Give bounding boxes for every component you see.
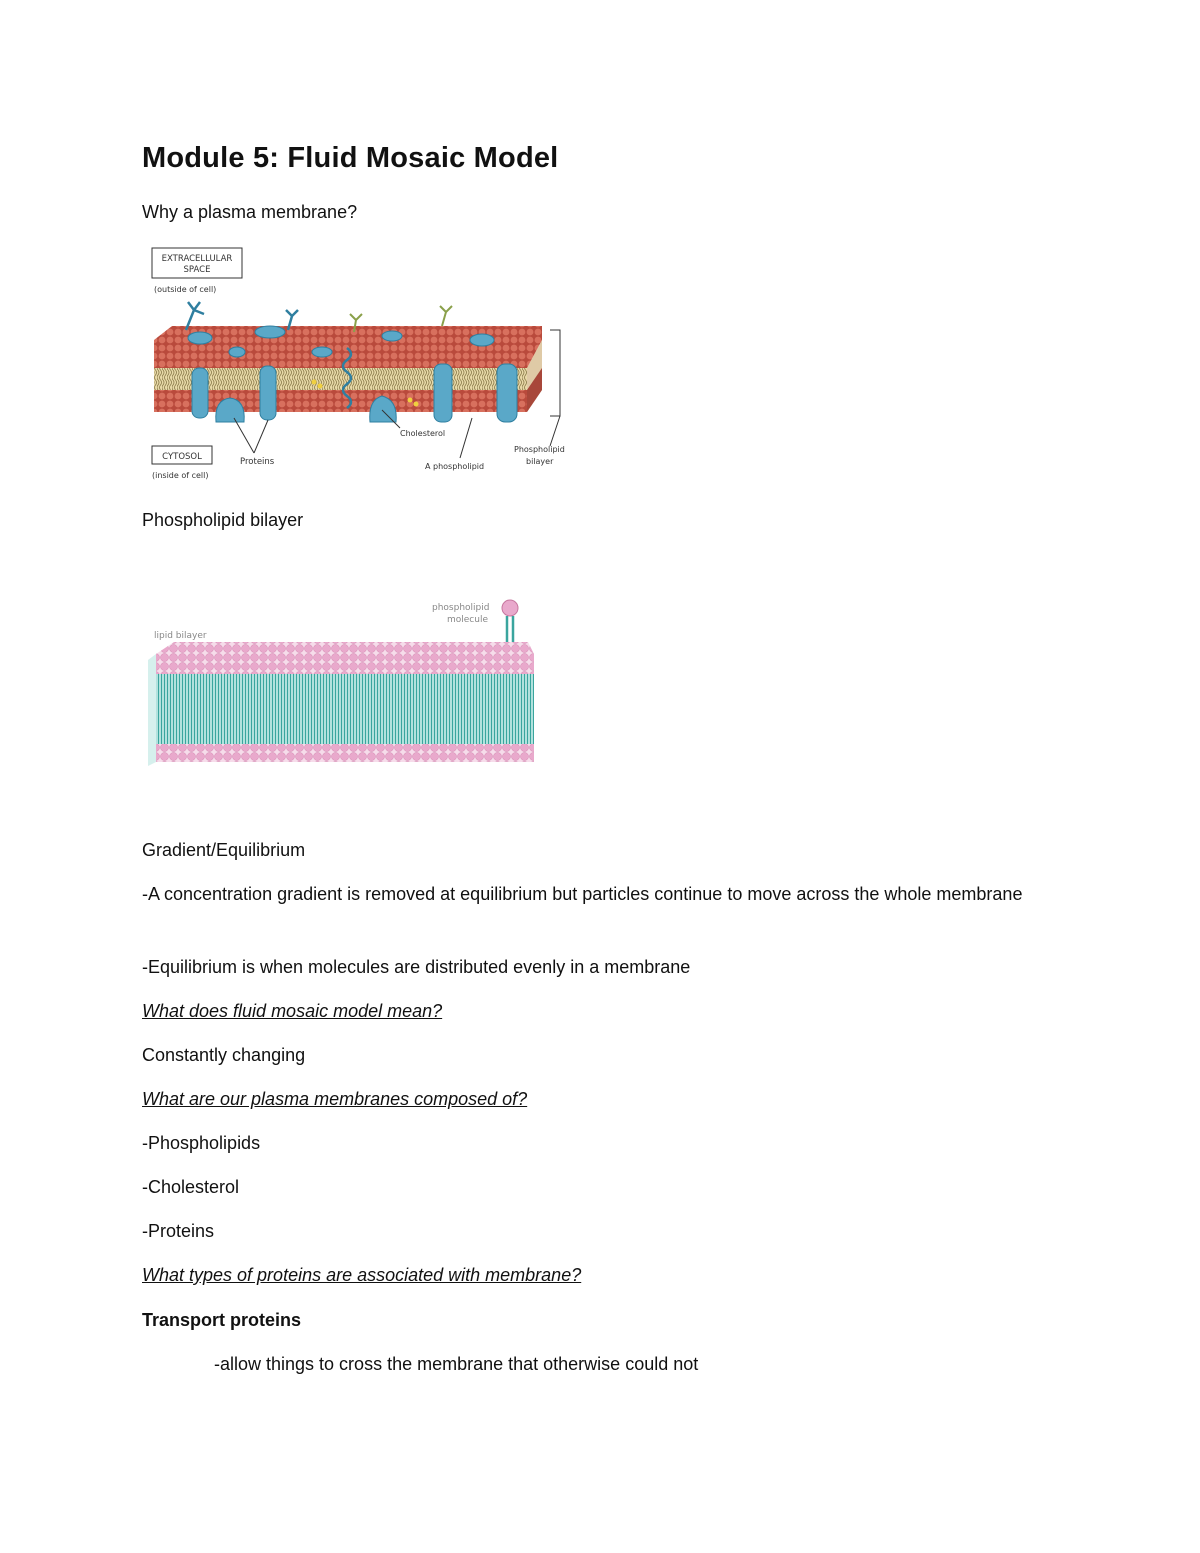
paragraph-gradient: -A concentration gradient is removed at equilibrium but particles continue to move across the whole membrane (142, 884, 1023, 904)
cholesterol-label: Cholesterol (400, 429, 446, 438)
phospholipid-molecule-label-line1: phospholipid (432, 603, 490, 613)
list-item-proteins: -Proteins (142, 1221, 215, 1241)
membrane-bottom-layer (154, 390, 527, 412)
membrane-top-surface (154, 326, 542, 368)
bilayer-top-heads (156, 642, 534, 674)
phospholipid-molecule-label-line2: molecule (447, 615, 489, 625)
bilayer-label-line1: Phospholipid (514, 445, 565, 454)
bilayer-label-line2: bilayer (526, 457, 554, 466)
proteins-label: Proteins (240, 457, 275, 467)
fluid-mosaic-diagram (142, 240, 582, 490)
lipid-bilayer-diagram (142, 590, 542, 785)
extracellular-sub-label: (outside of cell) (154, 285, 217, 294)
section-heading-gradient: Gradient/Equilibrium (142, 840, 306, 860)
transport-proteins-description: -allow things to cross the membrane that otherwise could not (214, 1354, 699, 1374)
answer-constantly-changing: Constantly changing (142, 1045, 306, 1065)
phospholipid-molecule-icon (502, 600, 518, 646)
section-heading-plasma-membrane: Why a plasma membrane? (142, 202, 358, 222)
question-protein-types: What types of proteins are associated with membrane? (142, 1265, 582, 1285)
svg-text:SPACE: SPACE (183, 265, 211, 275)
svg-text:CYTOSOL: CYTOSOL (162, 452, 202, 462)
cytosol-sub-label: (inside of cell) (152, 471, 209, 480)
page-title: Module 5: Fluid Mosaic Model (142, 142, 559, 174)
question-composition: What are our plasma membranes composed of? (142, 1089, 528, 1109)
extracellular-label (152, 248, 242, 294)
heading-transport-proteins: Transport proteins (142, 1310, 302, 1330)
list-item-cholesterol: -Cholesterol (142, 1177, 240, 1197)
bilayer-tails (156, 674, 534, 744)
paragraph-equilibrium: -Equilibrium is when molecules are distributed evenly in a membrane (142, 957, 691, 977)
bilayer-bracket (550, 330, 560, 416)
svg-text:EXTRACELLULAR: EXTRACELLULAR (161, 254, 233, 264)
carbohydrate-chains (186, 302, 298, 330)
section-heading-phospholipid-bilayer: Phospholipid bilayer (142, 510, 304, 530)
phospholipid-label: A phospholipid (425, 462, 485, 471)
question-fluid-mosaic: What does fluid mosaic model mean? (142, 1001, 443, 1021)
cytosol-label (152, 446, 212, 480)
membrane-tail-layer (154, 368, 527, 390)
bilayer-bottom-heads (156, 744, 534, 762)
lipid-bilayer-label: lipid bilayer (154, 631, 207, 641)
list-item-phospholipids: -Phospholipids (142, 1133, 261, 1153)
